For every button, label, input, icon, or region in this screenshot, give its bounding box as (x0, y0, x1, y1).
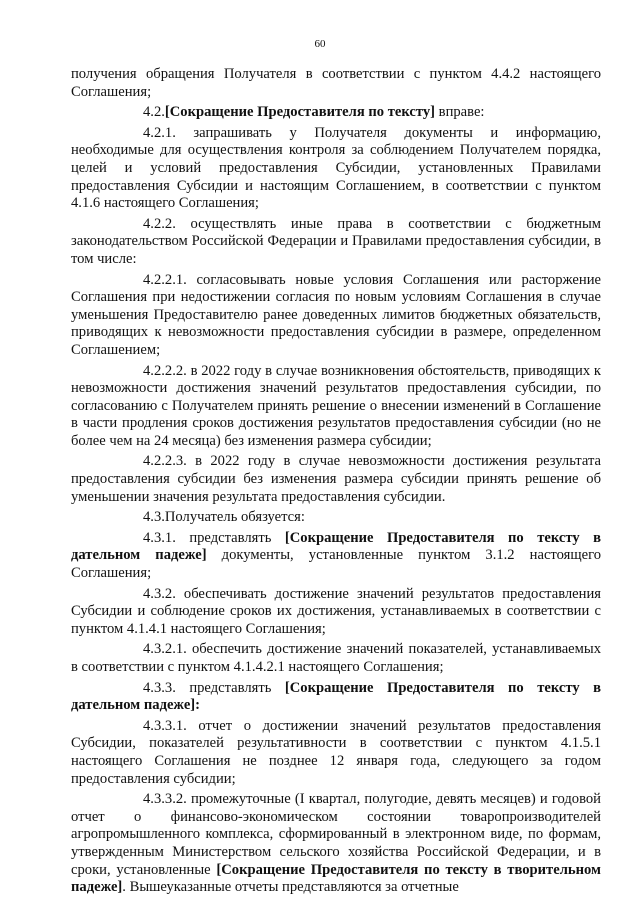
clause-text: отчет о достижении значений результатов предоставления Субсидии, показателей результативности в соответствии с пунктом 4.1.5.1 настоящего Соглашения не позднее 12 января года, следующего за годом предоставления субсидии; (71, 717, 601, 787)
clause-text: в 2022 году в случае возникновения обстоятельств, приводящих к невозможности достижения значений результатов предоставления субсидии, по согласованию с Получателем принять решение о внесении изменений в Соглашение в части продления сроков достижения результатов предоставления субсидии (но не более чем на 24 месяца) без изменения размера субсидии; (71, 362, 601, 449)
clause-4-3-3-1 (71, 718, 601, 788)
clause-number: 4.2.2.2. (143, 362, 187, 379)
page-number: 60 (314, 38, 326, 50)
clause-text: представлять (189, 529, 285, 546)
clause-placeholder-bold: [Сокращение Предоставителя по тексту] (164, 104, 436, 121)
clause-text: обеспечить достижение значений показателей, устанавливаемых в соответствии с пунктом 4.1.4.2.1 настоящего Соглашения; (71, 641, 601, 675)
clause-text-tail: . Вышеуказанные отчеты представляются за отчетные (122, 879, 459, 896)
clause-4-2 (71, 104, 601, 122)
clause-placeholder-bold: [Сокращение Предоставителя по тексту в дательном падеже] (71, 529, 602, 564)
clause-text: в 2022 году в случае невозможности достижения результата предоставления субсидии без изменения размера субсидии принять решение об уменьшении значения результата предоставления субсидии. (71, 453, 601, 505)
clause-placeholder-bold: [Сокращение Предоставителя по тексту в дательном падеже] (71, 679, 602, 714)
clause-text-tail: : (195, 697, 201, 714)
clause-4-2-2 (71, 216, 601, 269)
clause-4-2-2-1 (71, 272, 601, 360)
clause-placeholder-bold: [Сокращение Предоставителя по тексту в творительном падеже] (71, 861, 601, 896)
clause-text: обеспечивать достижение значений результатов предоставления Субсидии и соблюдение сроков их достижения, устанавливаемых в соответствии с пунктом 4.1.4.1 настоящего Соглашения; (71, 585, 601, 637)
clause-4-2-2-2 (71, 363, 601, 451)
clause-number: 4.3.1. (143, 529, 176, 546)
clause-text: осуществлять иные права в соответствии с бюджетным законодательством Российской Федерации и Правилами предоставления субсидии, в том числе: (71, 215, 601, 267)
clause-text: представлять (189, 679, 285, 696)
clause-text-tail: документы, установленные пунктом 3.1.2 настоящего Соглашения; (71, 547, 601, 582)
clause-number: 4.2.2.1. (143, 271, 187, 288)
clause-text: Получатель обязуется: (164, 509, 305, 526)
paragraph-continuation (71, 66, 601, 101)
clause-number: 4.3. (143, 509, 165, 526)
clause-number: 4.3.3.2. (143, 791, 187, 808)
clause-number: 4.3.2.1. (143, 641, 187, 658)
clause-4-3-3 (71, 680, 601, 715)
clause-number: 4.2. (143, 104, 165, 121)
clause-number: 4.2.2.3. (143, 453, 187, 470)
clause-number: 4.3.2. (143, 585, 176, 602)
clause-number: 4.2.1. (143, 124, 176, 141)
clause-4-3-3-2 (71, 791, 601, 897)
clause-text: согласовывать новые условия Соглашения или расторжение Соглашения при недостижении согласия по новым условиям Соглашения в случае уменьшения Предоставителю ранее доведенных лимитов бюджетных обязательств, приводящих к невозможности предоставления субсидии в размере, определенном Соглашением; (71, 271, 601, 358)
clause-text: промежуточные (I квартал, полугодие, девять месяцев) и годовой отчет о финансово-экономическом состоянии товаропроизводителей агропромышленного комплекса, сформированный в электронном виде, по формам, утвержденным Министерством сельского хозяйства Российской Федерации, и в сроки, установленные (71, 791, 601, 878)
clause-text: вправе: (435, 104, 485, 121)
clause-number: 4.2.2. (143, 215, 176, 232)
clause-4-2-2-3 (71, 453, 601, 506)
paragraph-text: получения обращения Получателя в соответствии с пунктом 4.4.2 настоящего Соглашения; (71, 66, 601, 100)
clause-number: 4.3.3. (143, 679, 176, 696)
clause-4-3-2 (71, 586, 601, 639)
clause-4-3-1 (71, 530, 601, 583)
document-body (71, 66, 601, 900)
clause-number: 4.3.3.1. (143, 717, 187, 734)
clause-text: запрашивать у Получателя документы и информацию, необходимые для осуществления контроля за соблюдением Получателем порядка, целей и условий предоставления Субсидии, установленных Правилами предоставления Субсидии и настоящим Соглашением, в соответствии с пунктом 4.1.6 настоящего Соглашения; (71, 124, 601, 212)
clause-4-2-1 (71, 125, 601, 213)
clause-4-3-2-1 (71, 641, 601, 676)
clause-4-3 (71, 509, 601, 527)
